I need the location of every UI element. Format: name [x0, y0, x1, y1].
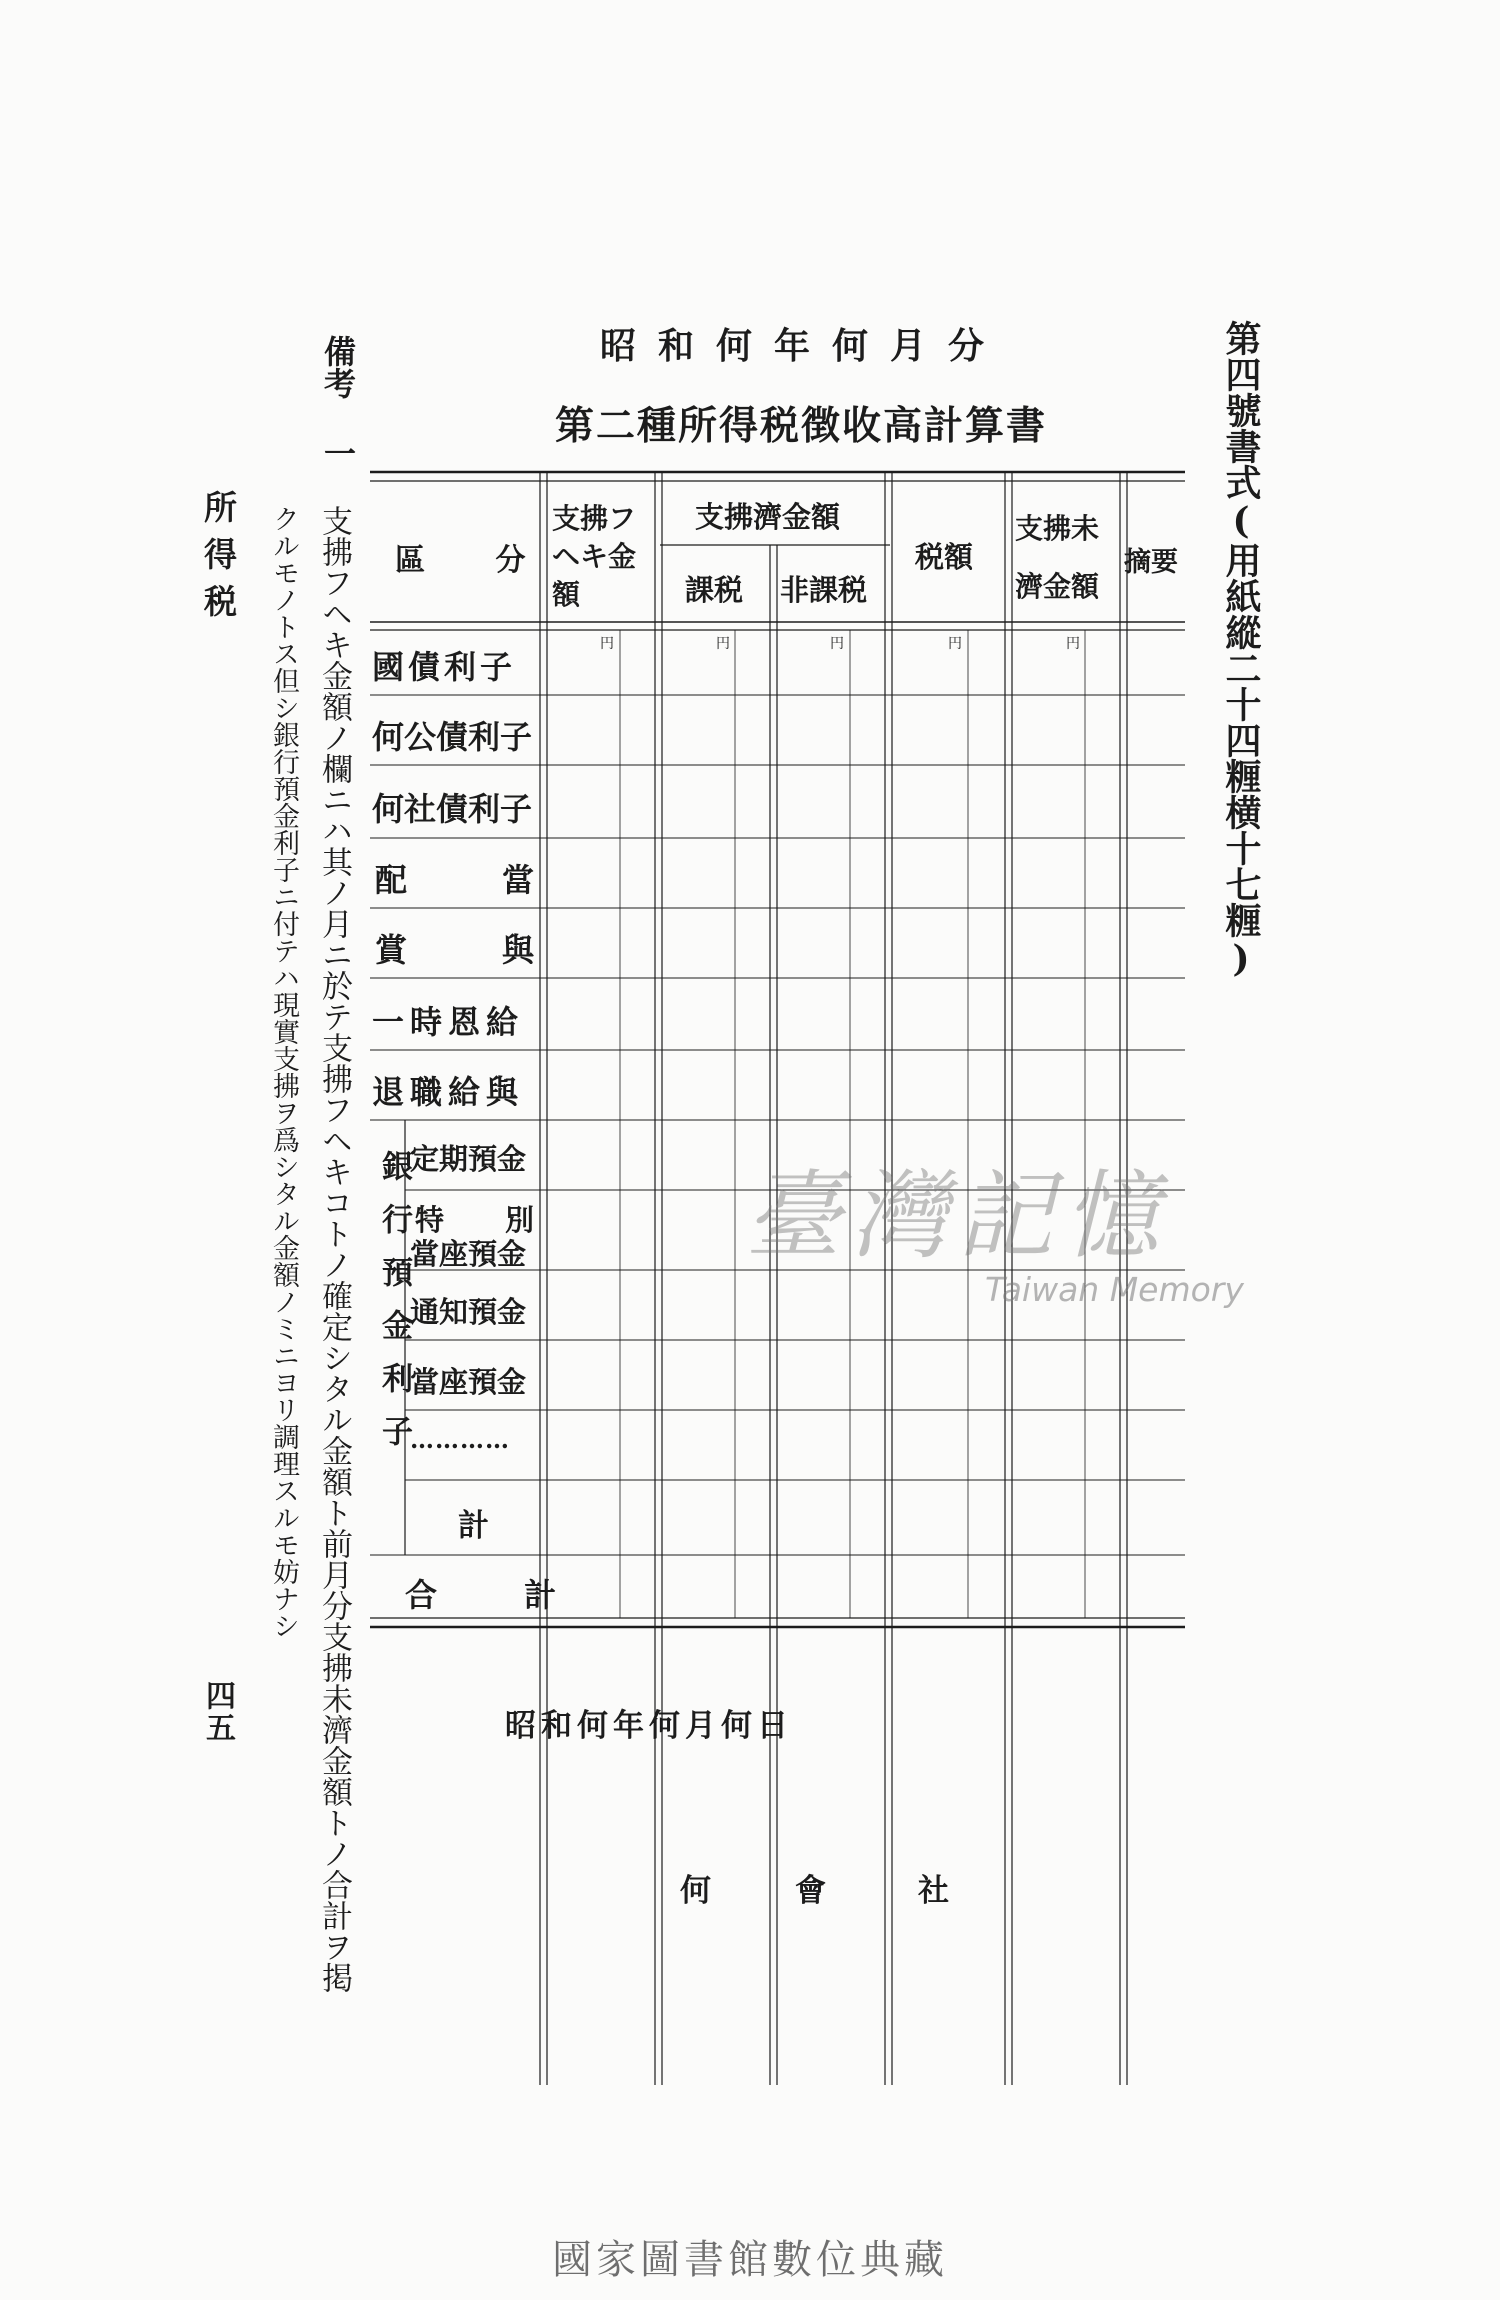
row-label-dividend-1: 配 [375, 861, 408, 899]
bank-row-current-deposit: 當座預金 [410, 1365, 527, 1399]
row-label-bonus-1: 賞 [375, 931, 408, 969]
signature-company-2: 會 [795, 1873, 826, 1909]
yen-unit: 円 [716, 636, 730, 652]
header-remarks: 摘要 [1124, 547, 1178, 578]
yen-unit: 円 [830, 636, 844, 652]
form-number: 第四號書式(用紙縱二十四糎横十七糎) [1220, 320, 1262, 980]
bank-row-fixed-deposit: 定期預金 [410, 1142, 527, 1176]
bank-row-special-2: 別 [505, 1203, 535, 1237]
signature-company-1: 何 [680, 1873, 711, 1909]
bank-row-subtotal: 計 [458, 1508, 489, 1544]
archive-footer: 國家圖書館數位典藏 [552, 2237, 948, 2283]
remarks-heading: 備考 一 [319, 335, 357, 469]
row-label-dividend-2: 當 [502, 861, 535, 899]
header-category: 區 分 [395, 543, 556, 578]
yen-unit: 円 [1066, 636, 1080, 652]
row-label-lump-sum-pension: 一時恩給 [372, 1003, 525, 1041]
watermark-english: Taiwan Memory [985, 1270, 1244, 1309]
header-payable-amount [552, 500, 636, 614]
header-payable-line-3: 額 [552, 578, 581, 611]
bank-deposit-interest-label: 銀行預金利子 [376, 1150, 412, 1468]
header-unpaid-line-2: 濟金額 [1015, 570, 1100, 603]
header-paid-amount: 支拂濟金額 [695, 500, 841, 534]
row-label-national-bond-interest: 國債利子 [372, 648, 517, 686]
bank-row-special-current: 當座預金 [410, 1237, 527, 1271]
row-label-bonus-2: 與 [502, 931, 535, 969]
page-number: 四五 [200, 1680, 235, 1744]
row-label-retirement-allowance: 退職給與 [372, 1073, 525, 1111]
signature-date-line: 昭和何年何月何日 [505, 1708, 793, 1744]
header-unpaid-line-1: 支拂未 [1015, 512, 1100, 545]
bank-row-notice-deposit: 通知預金 [410, 1295, 527, 1329]
remarks-line-1: 支拂フヘキ金額ノ欄ニハ其ノ月ニ於テ支拂フヘキコトノ確定シタル金額ト前月分支拂未濟金額トノ合計ヲ掲 [316, 505, 352, 1993]
header-payable-line-1: 支拂フ [552, 502, 637, 535]
signature-company-3: 社 [918, 1873, 949, 1909]
header-unpaid-amount [1015, 500, 1099, 616]
running-head: 所得税 [199, 490, 238, 631]
header-taxable: 課税 [685, 573, 744, 607]
bank-row-special-1: 特 [415, 1203, 445, 1237]
yen-unit: 円 [600, 636, 614, 652]
row-label-public-bond-interest: 何公債利子 [372, 718, 533, 756]
yen-unit: 円 [948, 636, 962, 652]
header-tax-amount: 税額 [915, 540, 974, 574]
form-title: 第二種所得税徴收高計算書 [555, 403, 1048, 449]
row-label-corporate-bond-interest: 何社債利子 [372, 790, 533, 828]
header-payable-line-2: ヘキ金 [552, 540, 637, 573]
bank-row-other: ………… [410, 1425, 510, 1454]
header-non-taxable: 非課税 [780, 573, 868, 607]
watermark-logo: 臺灣記憶 [745, 1160, 1169, 1272]
date-header: 昭和何年何月分 [600, 325, 1007, 367]
row-label-grand-total: 合 計 [405, 1576, 595, 1614]
remarks-line-2: クルモノトス但シ銀行預金利子ニ付テハ現實支拂ヲ爲シタル金額ノミニヨリ調理スルモ妨ナシ [268, 505, 299, 1639]
